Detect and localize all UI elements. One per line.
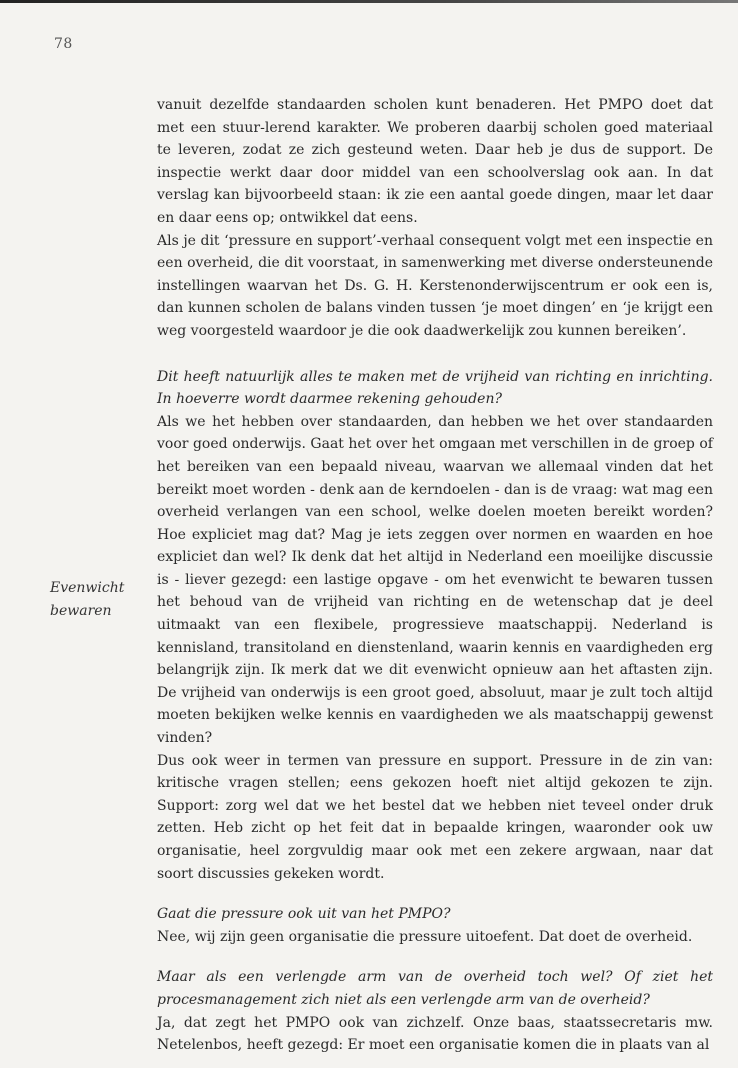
top-rule	[0, 0, 738, 3]
margin-note-line-1: Evenwicht	[50, 580, 125, 596]
margin-note-line-2: bewaren	[50, 602, 112, 619]
page-number: 78	[54, 36, 73, 52]
interview-question: Gaat die pressure ook uit van het PMPO?	[157, 906, 451, 923]
main-text	[157, 94, 713, 1057]
paragraph: Nee, wij zijn geen organisatie die pressure uitoefent. Dat doet de overheid.	[157, 928, 693, 945]
paragraph: vanuit dezelfde standaarden scholen kunt benaderen. Het PMPO doet dat met een stuur-lerend karakter. We proberen daarbij scholen goed materiaal te leveren, zodat ze zich gesteund weten. Daar heb je dus de support. De inspectie werkt daar door middel van een schoolverslag ook aan. In dat verslag kan bijvoorbeeld staan: ik zie een aantal goede dingen, maar let daar en daar eens op; ontwikkel dat eens.	[157, 97, 713, 226]
paragraph: Dus ook weer in termen van pressure en support. Pressure in de zin van: kritische vragen stellen; eens gekozen hoeft niet altijd gekozen te zijn. Support: zorg wel dat we het bestel dat we hebben niet teveel onder druk zetten. Heb zicht op het feit dat in bepaalde kringen, waaronder ook uw organisatie, heel zorgvuldig maar ook met een zekere argwaan, naar dat soort discussies gekeken wordt.	[157, 752, 713, 882]
margin-note	[50, 577, 150, 622]
interview-question: Maar als een verlengde arm van de overheid toch wel? Of ziet het procesmanagement zich niet als een verlengde arm van de overheid?	[157, 969, 713, 1008]
paragraph: Als we het hebben over standaarden, dan hebben we het over standaarden voor goed onderwijs. Gaat het over het omgaan met verschillen in de groep of het bereiken van een bepaald niveau, waarvan we allemaal vinden dat het bereikt moet worden - denk aan de kerndoelen - dan is de vraag: wat mag een overheid verlangen van een school, welke doelen moeten bereikt worden? Hoe expliciet mag dat? Mag je iets zeggen over normen en waarden en hoe expliciet dan wel? Ik denk dat het altijd in Nederland een moeilijke discussie is - liever gezegd: een lastige opgave - om het evenwicht te bewaren tussen het behoud van de vrijheid van richting en de wetenschap dat je deel uitmaakt van een flexibele, progressieve maatschappij. Nederland is kennisland, transitoland en dienstenland, waarin kennis en vaardigheden erg belangrijk zijn. Ik merk dat we dit evenwicht opnieuw aan het aftasten zijn. De vrijheid van onderwijs is een groot goed, absoluut, maar je zult toch altijd moeten bekijken welke kennis en vaardigheden we als maatschappij gewenst vinden?	[157, 413, 713, 747]
interview-question: Dit heeft natuurlijk alles te maken met de vrijheid van richting en inrichting. In hoeverre wordt daarmee rekening gehouden?	[157, 368, 713, 408]
paragraph: Ja, dat zegt het PMPO ook van zichzelf. Onze baas, staatssecretaris mw. Netelenbos, heeft gezegd: Er moet een organisatie komen die in plaats van al	[157, 1014, 713, 1054]
paragraph: Als je dit ‘pressure en support’-verhaal consequent volgt met een inspectie en een overheid, die dit voorstaat, in samenwerking met diverse ondersteunende instellingen waarvan het Ds. G. H. Kerstenonderwijscentrum er ook een is, dan kunnen scholen de balans vinden tussen ‘je moet dingen’ en ‘je krijgt een weg voorgesteld waardoor je die ook daadwerkelijk zou kunnen bereiken’.	[157, 232, 713, 339]
